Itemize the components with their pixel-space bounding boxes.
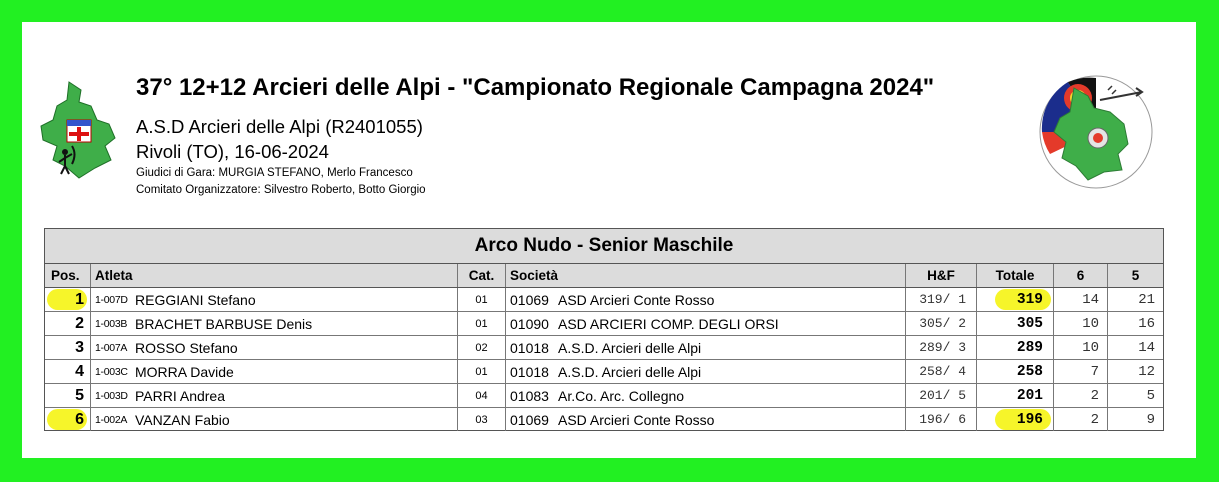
table-header-row (45, 264, 1163, 288)
section-title: Arco Nudo - Senior Maschile (45, 229, 1163, 264)
cell-pos (45, 312, 91, 335)
cell-cat: 01 (458, 288, 506, 311)
cell-pos (45, 408, 91, 431)
cell-hf: 258/ 4 (906, 360, 977, 383)
header-society: Società (506, 264, 906, 287)
cell-hf: 305/ 2 (906, 312, 977, 335)
cell-pos (45, 288, 91, 311)
society-code: 01069 (510, 291, 549, 308)
table-row (45, 336, 1163, 360)
cell-five: 12 (1138, 363, 1155, 380)
pos-value: 3 (75, 338, 84, 356)
cell-cat: 03 (458, 408, 506, 431)
table-row (45, 384, 1163, 408)
results-grid (45, 264, 1163, 431)
cell-five: 5 (1146, 387, 1155, 404)
judges-line: Giudici di Gara: MURGIA STEFANO, Merlo Francesco (136, 167, 413, 179)
piemonte-logo-icon (39, 80, 117, 180)
total-value: 319 (1016, 291, 1043, 308)
page-title: 37° 12+12 Arcieri delle Alpi - "Campionato Regionale Campagna 2024" (136, 74, 935, 101)
cell-hf: 196/ 6 (906, 408, 977, 431)
header-pos: Pos. (45, 264, 91, 287)
society-code: 01018 (510, 363, 549, 380)
athlete-name: VANZAN Fabio (135, 411, 230, 428)
cell-six: 7 (1054, 360, 1108, 383)
pos-value: 6 (75, 410, 84, 428)
pos-value: 1 (75, 290, 84, 308)
cell-athlete (91, 360, 458, 383)
cell-athlete (91, 288, 458, 311)
cell-athlete (91, 336, 458, 359)
table-row (45, 360, 1163, 384)
header-five: 5 (1131, 268, 1140, 283)
cell-society (506, 288, 906, 311)
pos-value: 2 (75, 314, 84, 332)
society-name: A.S.D. Arcieri delle Alpi (558, 339, 702, 356)
pos-value: 4 (75, 362, 84, 380)
cell-hf: 289/ 3 (906, 336, 977, 359)
cell-society (506, 360, 906, 383)
table-row (45, 408, 1163, 431)
athlete-code: 1-007D (95, 293, 128, 306)
society-code: 01083 (510, 387, 549, 404)
society-code: 01090 (510, 315, 549, 332)
society-name: A.S.D. Arcieri delle Alpi (558, 363, 702, 380)
society-name: ASD ARCIERI COMP. DEGLI ORSI (558, 315, 779, 332)
cell-hf: 201/ 5 (906, 384, 977, 407)
cell-athlete (91, 384, 458, 407)
club-name: A.S.D Arcieri delle Alpi (R2401055) (136, 116, 423, 137)
athlete-code: 1-007A (95, 341, 128, 354)
athlete-name: REGGIANI Stefano (135, 291, 256, 308)
society-code: 01069 (510, 411, 549, 428)
header-six: 6 (1054, 264, 1108, 287)
society-name: ASD Arcieri Conte Rosso (558, 291, 715, 308)
athlete-code: 1-003B (95, 317, 128, 330)
cell-hf: 319/ 1 (906, 288, 977, 311)
cell-total (977, 312, 1054, 335)
cell-five: 16 (1138, 315, 1155, 332)
cell-five: 9 (1146, 411, 1155, 428)
header-cat: Cat. (458, 264, 506, 287)
cell-five: 14 (1138, 339, 1155, 356)
cell-athlete (91, 408, 458, 431)
cell-pos (45, 384, 91, 407)
cell-society (506, 336, 906, 359)
total-value: 196 (1016, 411, 1043, 428)
cell-athlete (91, 312, 458, 335)
athlete-name: BRACHET BARBUSE Denis (135, 315, 313, 332)
results-page (22, 22, 1196, 458)
cell-cat: 04 (458, 384, 506, 407)
archery-target-logo-icon (1038, 74, 1154, 190)
athlete-code: 1-003D (95, 389, 128, 402)
society-name: Ar.Co. Arc. Collegno (558, 387, 685, 404)
header-hf: H&F (906, 264, 977, 287)
athlete-name: MORRA Davide (135, 363, 234, 380)
committee-line: Comitato Organizzatore: Silvestro Roberto, Botto Giorgio (136, 184, 426, 196)
table-row (45, 288, 1163, 312)
cell-six: 10 (1054, 336, 1108, 359)
results-table (44, 228, 1164, 431)
total-value: 289 (1016, 339, 1043, 356)
cell-six: 2 (1054, 408, 1108, 431)
cell-total (977, 288, 1054, 311)
table-body (45, 288, 1163, 431)
cell-total (977, 336, 1054, 359)
cell-five: 21 (1138, 291, 1155, 308)
total-value: 201 (1016, 387, 1043, 404)
cell-society (506, 312, 906, 335)
total-value: 258 (1016, 363, 1043, 380)
header-athlete: Atleta (91, 264, 458, 287)
place-date: Rivoli (TO), 16-06-2024 (136, 141, 329, 162)
pos-value: 5 (75, 386, 84, 404)
header-total: Totale (977, 264, 1054, 287)
cell-pos (45, 360, 91, 383)
cell-total (977, 360, 1054, 383)
athlete-name: ROSSO Stefano (135, 339, 238, 356)
cell-total (977, 408, 1054, 431)
cell-cat: 02 (458, 336, 506, 359)
total-value: 305 (1016, 315, 1043, 332)
table-row (45, 312, 1163, 336)
cell-total (977, 384, 1054, 407)
cell-six: 2 (1054, 384, 1108, 407)
society-name: ASD Arcieri Conte Rosso (558, 411, 715, 428)
cell-society (506, 384, 906, 407)
cell-pos (45, 336, 91, 359)
cell-cat: 01 (458, 312, 506, 335)
athlete-name: PARRI Andrea (135, 387, 226, 404)
cell-society (506, 408, 906, 431)
cell-cat: 01 (458, 360, 506, 383)
athlete-code: 1-002A (95, 413, 128, 426)
cell-six: 10 (1054, 312, 1108, 335)
society-code: 01018 (510, 339, 549, 356)
athlete-code: 1-003C (95, 365, 128, 378)
cell-six: 14 (1054, 288, 1108, 311)
